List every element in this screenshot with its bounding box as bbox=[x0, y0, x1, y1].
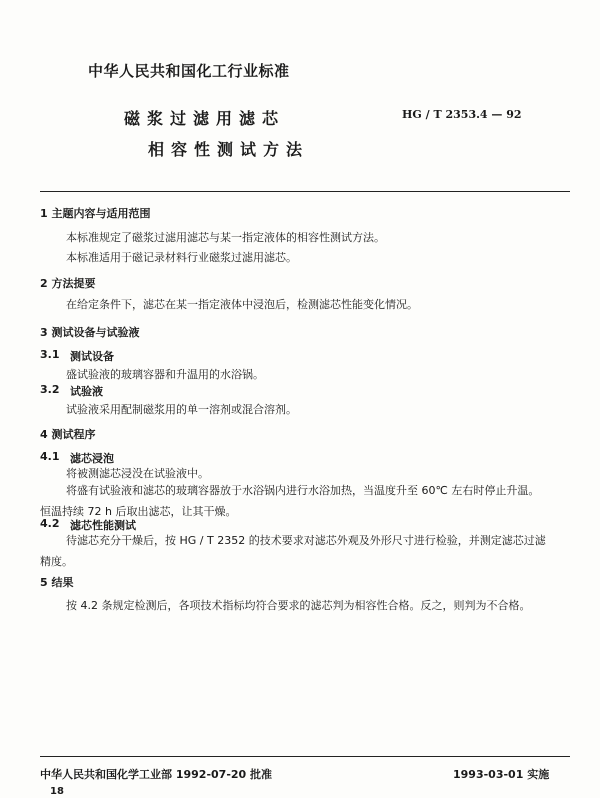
document-title-line2: 相容性测试方法 bbox=[148, 140, 310, 159]
implementation-date: 1993-03-01 实施 bbox=[453, 768, 550, 781]
section-4-1-number: 4.1 bbox=[40, 450, 60, 463]
section-3-1-title: 测试设备 bbox=[70, 350, 114, 363]
bottom-divider bbox=[40, 756, 570, 757]
section-1-heading: 1 主题内容与适用范围 bbox=[40, 207, 151, 220]
approval-line: 中华人民共和国化学工业部 1992-07-20 批准 bbox=[40, 768, 273, 781]
section-3-heading: 3 测试设备与试验液 bbox=[40, 326, 140, 339]
section-3-2-number: 3.2 bbox=[40, 383, 60, 396]
section-3-2-title: 试验液 bbox=[70, 385, 103, 398]
section-5-heading: 5 结果 bbox=[40, 576, 74, 589]
section-4-1-title: 滤芯浸泡 bbox=[70, 452, 114, 465]
section-3-1-number: 3.1 bbox=[40, 348, 60, 361]
section-5-paragraph: 按 4.2 条规定检测后，各项技术指标均符合要求的滤芯判为相容性合格。反之，则判为不合格。 bbox=[66, 599, 531, 612]
section-4-2-paragraph: 待滤芯充分干燥后，按 HG / T 2352 的技术要求对滤芯外观及外形尺寸进行检验，并测定滤芯过滤精度。 bbox=[40, 534, 546, 568]
section-3-2-line: 试验液采用配制磁浆用的单一溶剂或混合溶剂。 bbox=[66, 403, 297, 416]
section-3-1-line: 盛试验液的玻璃容器和升温用的水浴锅。 bbox=[66, 368, 264, 381]
section-4-2-number: 4.2 bbox=[40, 517, 60, 530]
page-number: 18 bbox=[50, 786, 64, 797]
top-divider bbox=[40, 191, 570, 192]
section-4-1-line-1: 将被测滤芯浸没在试验液中。 bbox=[66, 467, 209, 480]
section-1-line-2: 本标准适用于磁记录材料行业磁浆过滤用滤芯。 bbox=[66, 251, 297, 264]
section-4-heading: 4 测试程序 bbox=[40, 428, 96, 441]
section-2-line-1: 在给定条件下，滤芯在某一指定液体中浸泡后，检测滤芯性能变化情况。 bbox=[66, 298, 418, 311]
document-title-line1: 磁浆过滤用滤芯 bbox=[124, 109, 286, 128]
document-header: 中华人民共和国化工行业标准 bbox=[88, 62, 290, 80]
section-4-2-title: 滤芯性能测试 bbox=[70, 519, 136, 532]
section-1-line-1: 本标准规定了磁浆过滤用滤芯与某一指定液体的相容性测试方法。 bbox=[66, 231, 385, 244]
standard-number: HG / T 2353.4 — 92 bbox=[402, 108, 522, 121]
section-4-1-paragraph: 将盛有试验液和滤芯的玻璃容器放于水浴锅内进行水浴加热，当温度升至 60℃ 左右时停止升温。恒温持续 72 h 后取出滤芯，让其干燥。 bbox=[40, 484, 540, 518]
section-2-heading: 2 方法提要 bbox=[40, 277, 96, 290]
